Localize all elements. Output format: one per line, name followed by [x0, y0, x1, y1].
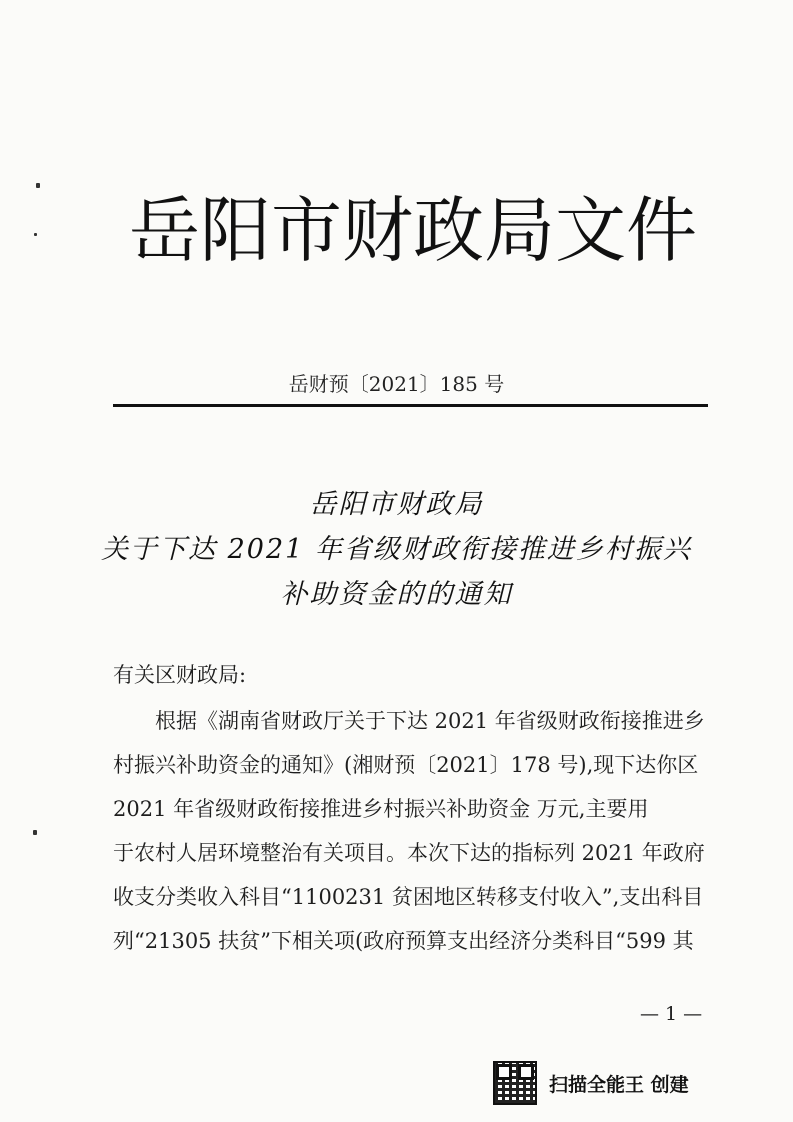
notice-title-line-3: 补助资金的的通知: [280, 579, 513, 610]
issuer-title: 岳阳市财政局文件: [128, 189, 697, 272]
notice-title-line-1: 岳阳市财政局: [309, 489, 484, 520]
body-line: 2021 年省级财政衔接推进乡村振兴补助资金 万元,主要用: [113, 797, 649, 821]
document-number: 岳财预〔2021〕185 号: [288, 372, 505, 396]
body-line: 根据《湖南省财政厅关于下达 2021 年省级财政衔接推进乡: [155, 709, 705, 733]
notice-title-line-2: 关于下达 2021 年省级财政衔接推进乡村振兴: [101, 534, 692, 565]
scan-speck: [33, 830, 37, 835]
header-divider: [113, 404, 708, 407]
watermark-text: 扫描全能王 创建: [549, 1073, 689, 1096]
scan-speck: [36, 183, 40, 188]
scanner-watermark: [493, 1061, 689, 1105]
body-line: 收支分类收入科目“1100231 贫困地区转移支付收入”,支出科目: [113, 885, 704, 909]
scan-speck: [34, 233, 37, 236]
page-number: — 1 —: [640, 1003, 703, 1025]
addressee: 有关区财政局:: [113, 663, 247, 687]
body-line: 于农村人居环境整治有关项目。本次下达的指标列 2021 年政府: [113, 841, 705, 865]
body-line: 村振兴补助资金的通知》(湘财预〔2021〕178 号),现下达你区: [113, 753, 699, 777]
qr-code-icon: [493, 1061, 537, 1105]
body-line: 列“21305 扶贫”下相关项(政府预算支出经济分类科目“599 其: [113, 929, 694, 953]
